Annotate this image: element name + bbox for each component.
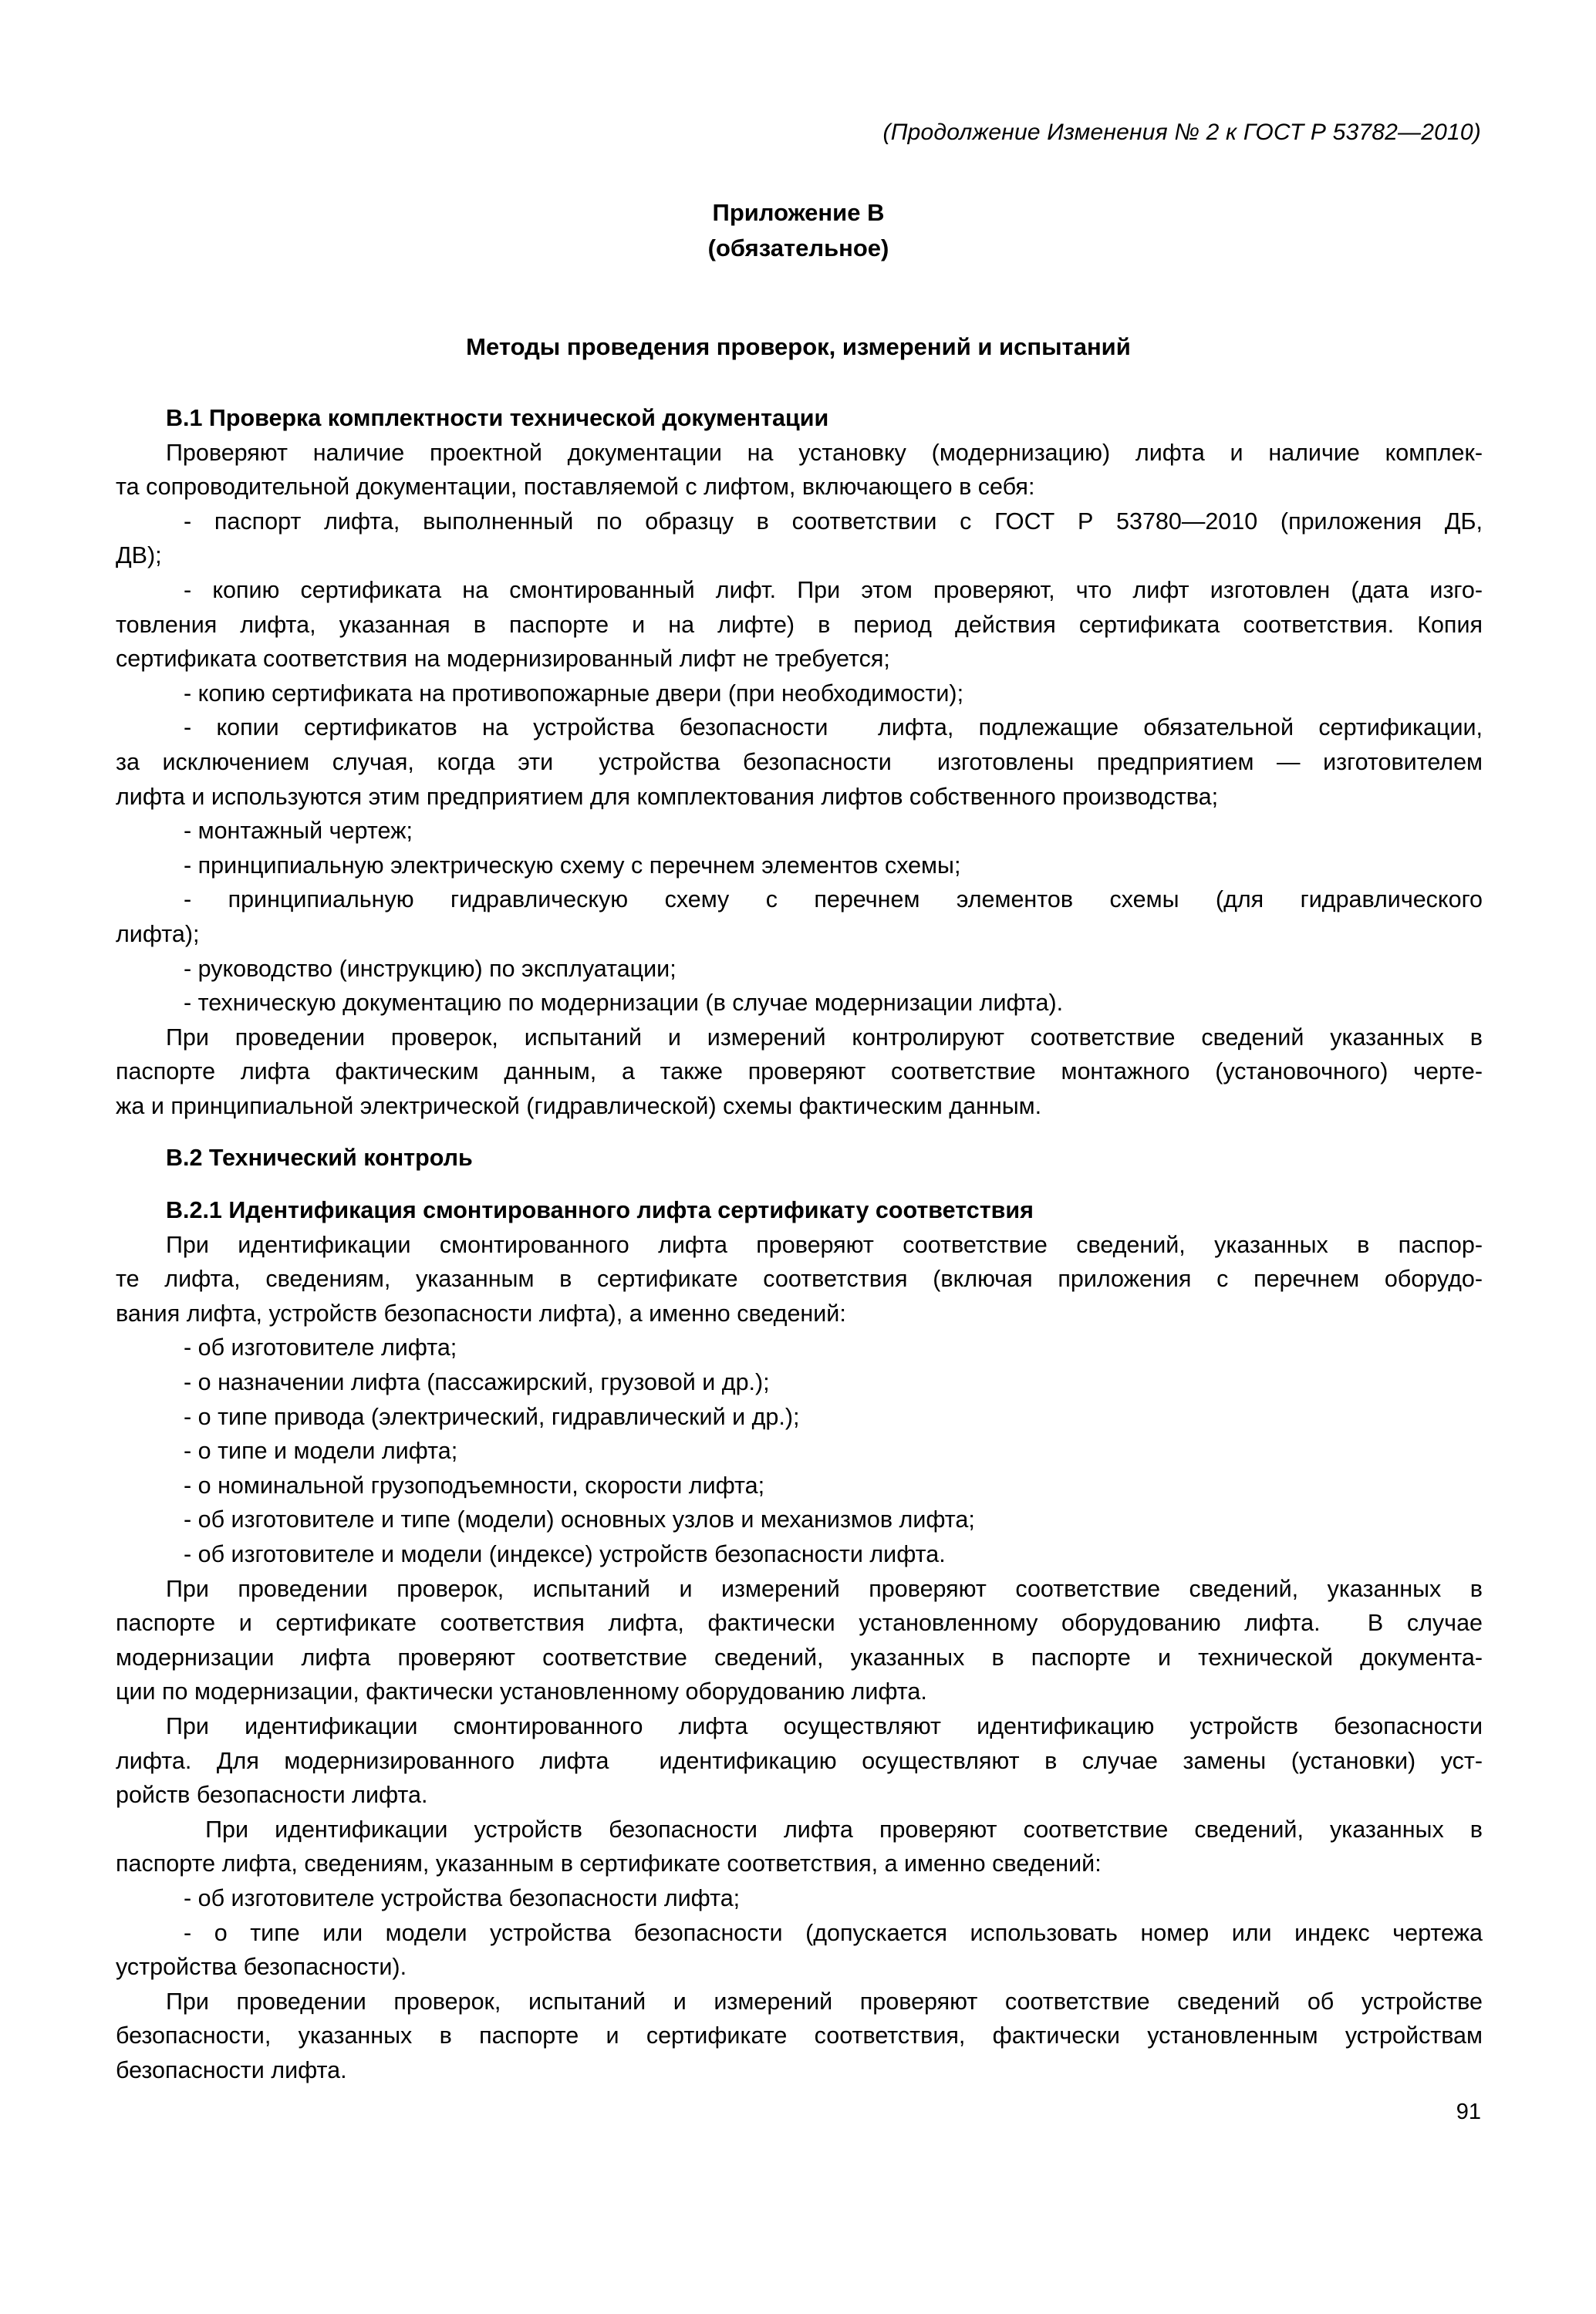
paragraph-b1-closing — [116, 1020, 1483, 1124]
text-line: - о типе или модели устройства безопасности (допускается использовать номер или индекс чертежа — [184, 1919, 1483, 1946]
page-title: Методы проведения проверок, измерений и испытаний — [466, 333, 1131, 360]
text-line: Проверяют наличие проектной документации на установку (модернизацию) лифта и наличие комплек- — [166, 439, 1483, 466]
text-line: - копию сертификата на противопожарные двери (при необходимости); — [184, 680, 964, 707]
text-line: ции по модернизации, фактически установленному оборудованию лифта. — [116, 1678, 927, 1705]
text-line: - принципиальную гидравлическую схему с перечнем элементов схемы (для гидравлического — [184, 886, 1483, 913]
heading-b2: В.2 Технический контроль — [166, 1145, 473, 1172]
paragraph-b21-2 — [116, 1572, 1483, 1709]
text-line: - паспорт лифта, выполненный по образцу в соответствии с ГОСТ Р 53780—2010 (приложения ДБ, — [184, 508, 1483, 535]
text-line: - об изготовителе и типе (модели) основных узлов и механизмов лифта; — [184, 1506, 975, 1533]
text-line: лифта и используются этим предприятием для комплектования лифтов собственного производства; — [116, 783, 1219, 810]
list-item-b21-3 — [116, 1400, 1483, 1435]
text-line: модернизации лифта проверяют соответствие сведений, указанных в паспорте и технической документа- — [116, 1644, 1483, 1671]
list-item-b21-8 — [116, 1881, 1483, 1916]
list-item-b21-7 — [116, 1537, 1483, 1572]
paragraph-b21-5 — [116, 1985, 1483, 2088]
text-line: - о номинальной грузоподъемности, скорости лифта; — [184, 1472, 765, 1499]
text-line: При идентификации смонтированного лифта осуществляют идентификацию устройств безопасности — [166, 1712, 1483, 1739]
list-item-b1-8 — [116, 952, 1483, 987]
paragraph-b21-intro — [116, 1228, 1483, 1331]
text-line: паспорте и сертификате соответствия лифта, фактически установленному оборудованию лифта. В случае — [116, 1610, 1483, 1637]
annex-label: Приложение В — [712, 199, 885, 226]
document-body — [116, 401, 1483, 2088]
text-line: При проведении проверок, испытаний и измерений проверяют соответствие сведений об устройстве — [166, 1988, 1483, 2015]
text-line: паспорте лифта фактическим данным, а также проверяют соответствие монтажного (установочного) черте- — [116, 1058, 1483, 1085]
text-line: При проведении проверок, испытаний и измерений контролируют соответствие сведений указанных в — [166, 1024, 1483, 1051]
text-line: за исключением случая, когда эти устройства безопасности изготовлены предприятием — изготовителем — [116, 748, 1483, 775]
text-line: безопасности, указанных в паспорте и сертификате соответствия, фактически установленным устройствам — [116, 2022, 1483, 2049]
list-item-b1-4 — [116, 710, 1483, 814]
text-line: - о типе и модели лифта; — [184, 1438, 458, 1465]
text-line: - принципиальную электрическую схему с перечнем элементов схемы; — [184, 852, 961, 879]
text-line: лифта); — [116, 920, 200, 947]
text-line: - о назначении лифта (пассажирский, грузовой и др.); — [184, 1369, 770, 1396]
text-line: - копии сертификатов на устройства безопасности лифта, подлежащие обязательной сертификации, — [184, 714, 1483, 741]
page-number: 91 — [1456, 2100, 1481, 2124]
text-line: сертификата соответствия на модернизированный лифт не требуется; — [116, 646, 890, 673]
text-line: паспорте лифта, сведениям, указанным в сертификате соответствия, а именно сведений: — [116, 1850, 1102, 1877]
text-line: При идентификации смонтированного лифта проверяют соответствие сведений, указанных в паспор- — [166, 1231, 1483, 1258]
text-line: - техническую документацию по модернизации (в случае модернизации лифта). — [184, 990, 1064, 1017]
list-item-b1-6 — [116, 848, 1483, 883]
list-item-b21-4 — [116, 1434, 1483, 1469]
list-item-b21-9 — [116, 1916, 1483, 1985]
annex-kind: (обязательное) — [707, 234, 889, 261]
list-item-b21-5 — [116, 1469, 1483, 1503]
heading-b21: В.2.1 Идентификация смонтированного лифта сертификату соответствия — [166, 1197, 1034, 1224]
list-item-b1-1 — [116, 504, 1483, 573]
list-item-b21-2 — [116, 1365, 1483, 1400]
list-item-b1-5 — [116, 814, 1483, 848]
text-line: те лифта, сведениям, указанным в сертификате соответствия (включая приложения с перечнем оборудо- — [116, 1266, 1483, 1293]
list-item-b1-9 — [116, 986, 1483, 1020]
text-line: - об изготовителе устройства безопасности лифта; — [184, 1884, 741, 1911]
text-line: - о типе привода (электрический, гидравлический и др.); — [184, 1403, 800, 1430]
paragraph-b21-3 — [116, 1709, 1483, 1813]
text-line: та сопроводительной документации, поставляемой с лифтом, включающего в себя: — [116, 474, 1035, 501]
heading-b1: В.1 Проверка комплектности технической документации — [166, 405, 829, 431]
text-line: При проведении проверок, испытаний и измерений проверяют соответствие сведений, указанных в — [166, 1575, 1483, 1602]
list-item-b21-1 — [116, 1331, 1483, 1365]
text-line: - руководство (инструкцию) по эксплуатации; — [184, 955, 677, 982]
list-item-b21-6 — [116, 1503, 1483, 1537]
text-line: ДВ); — [116, 542, 162, 569]
text-line: - копию сертификата на смонтированный лифт. При этом проверяют, что лифт изготовлен (дата изго- — [184, 576, 1483, 603]
annex-title-block — [116, 195, 1481, 266]
text-line: вания лифта, устройств безопасности лифта), а именно сведений: — [116, 1300, 846, 1327]
text-line: устройства безопасности). — [116, 1954, 407, 1981]
list-item-b1-2 — [116, 573, 1483, 676]
text-line: товления лифта, указанная в паспорте и на лифте) в период действия сертификата соответствия. Копия — [116, 611, 1483, 638]
text-line: лифта. Для модернизированного лифта идентификацию осуществляют в случае замены (установки) уст- — [116, 1747, 1483, 1774]
paragraph-b21-4 — [116, 1813, 1483, 1881]
text-line: - об изготовителе лифта; — [184, 1334, 457, 1361]
paragraph-b1-intro — [116, 436, 1483, 504]
text-line: - монтажный чертеж; — [184, 818, 413, 845]
text-line: жа и принципиальной электрической (гидравлической) схемы фактическим данным. — [116, 1092, 1042, 1119]
text-line: При идентификации устройств безопасности лифта проверяют соответствие сведений, указанных в — [179, 1816, 1483, 1843]
running-header: (Продолжение Изменения № 2 к ГОСТ Р 53782—2010) — [882, 120, 1481, 145]
list-item-b1-3 — [116, 676, 1483, 711]
text-line: - об изготовителе и модели (индексе) устройств безопасности лифта. — [184, 1541, 946, 1567]
list-item-b1-7 — [116, 882, 1483, 951]
text-line: безопасности лифта. — [116, 2056, 347, 2083]
text-line: ройств безопасности лифта. — [116, 1782, 428, 1809]
